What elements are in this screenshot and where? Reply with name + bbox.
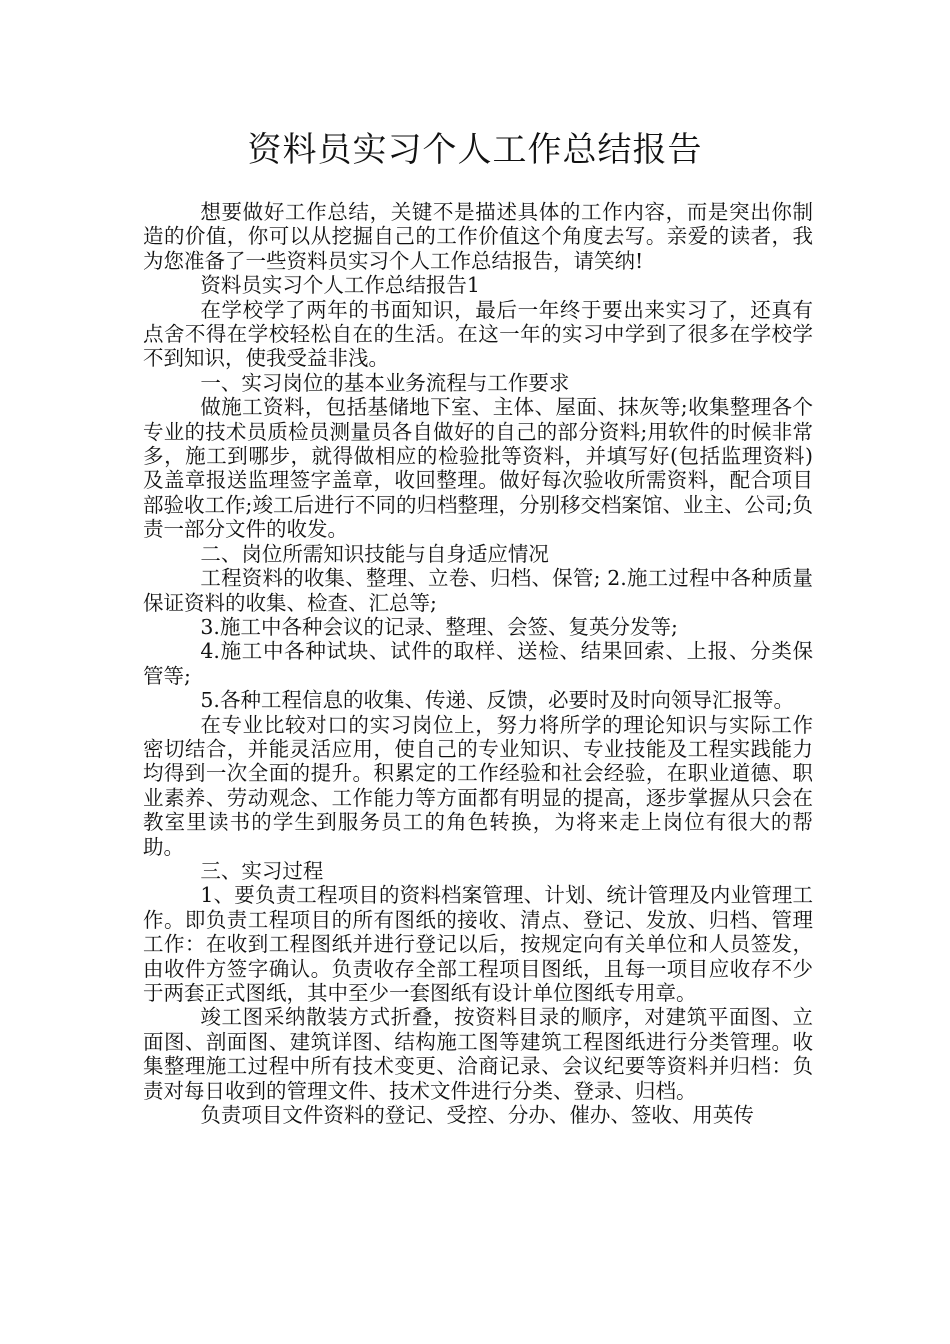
document-body bbox=[143, 200, 813, 1127]
paragraph: 1、要负责工程项目的资料档案管理、计划、统计管理及内业管理工作。即负责工程项目的所有图纸的接收、清点、登记、发放、归档、管理工作：在收到工程图纸并进行登记以后，按规定向有关单位和人员签发，由收件方签字确认。负责收存全部工程项目图纸，且每一项目应收存不少于两套正式图纸，其中至少一套图纸有设计单位图纸专用章。 bbox=[143, 883, 813, 1005]
paragraph: 在专业比较对口的实习岗位上，努力将所学的理论知识与实际工作密切结合，并能灵活应用，使自己的专业知识、专业技能及工程实践能力均得到一次全面的提升。积累定的工作经验和社会经验，在职业道德、职业素养、劳动观念、工作能力等方面都有明显的提高，逐步掌握从只会在教室里读书的学生到服务员工的角色转换，为将来走上岗位有很大的帮助。 bbox=[143, 712, 813, 859]
list-item: 5.各种工程信息的收集、传递、反馈，必要时及时向领导汇报等。 bbox=[200, 688, 794, 713]
paragraph: 竣工图采纳散装方式折叠，按资料目录的顺序，对建筑平面图、立面图、剖面图、建筑详图、结构施工图等建筑工程图纸进行分类管理。收集整理施工过程中所有技术变更、洽商记录、会议纪要等资料并归档：负责对每日收到的管理文件、技术文件进行分类、登录、归档。 bbox=[143, 1005, 813, 1103]
section-heading-2: 二、岗位所需知识技能与自身适应情况 bbox=[200, 541, 549, 566]
section-heading-3: 三、实习过程 bbox=[200, 858, 324, 883]
paragraph: 做施工资料，包括基储地下室、主体、屋面、抹灰等;收集整理各个专业的技术员质检员测量员各自做好的自己的部分资料;用软件的时候非常多，施工到哪步，就得做相应的检验批等资料，并填写好(包括监理资料)及盖章报送监理签字盖章，收回整理。做好每次验收所需资料，配合项目部验收工作;竣工后进行不同的归档整理，分别移交档案馆、业主、公司;负责一部分文件的收发。 bbox=[143, 395, 813, 542]
document-title: 资料员实习个人工作总结报告 bbox=[247, 130, 703, 170]
paragraph: 工程资料的收集、整理、立卷、归档、保管; 2.施工过程中各种质量保证资料的收集、检查、汇总等; bbox=[143, 566, 813, 615]
paragraph-report-heading: 资料员实习个人工作总结报告1 bbox=[200, 273, 480, 298]
list-item: 3.施工中各种会议的记录、整理、会签、复英分发等; bbox=[200, 614, 678, 639]
paragraph: 负责项目文件资料的登记、受控、分办、催办、签收、用英传 bbox=[200, 1103, 754, 1128]
paragraph: 在学校学了两年的书面知识，最后一年终于要出来实习了，还真有点舍不得在学校轻松自在的生活。在这一年的实习中学到了很多在学校学不到知识，使我受益非浅。 bbox=[143, 297, 813, 371]
section-heading-1: 一、实习岗位的基本业务流程与工作要求 bbox=[200, 370, 570, 395]
list-item: 4.施工中各种试块、试件的取样、送检、结果回索、上报、分类保管等; bbox=[143, 639, 813, 688]
paragraph-intro: 想要做好工作总结，关键不是描述具体的工作内容，而是突出你制造的价值，你可以从挖掘自己的工作价值这个角度去写。亲爱的读者，我为您准备了一些资料员实习个人工作总结报告，请笑纳! bbox=[143, 200, 813, 273]
